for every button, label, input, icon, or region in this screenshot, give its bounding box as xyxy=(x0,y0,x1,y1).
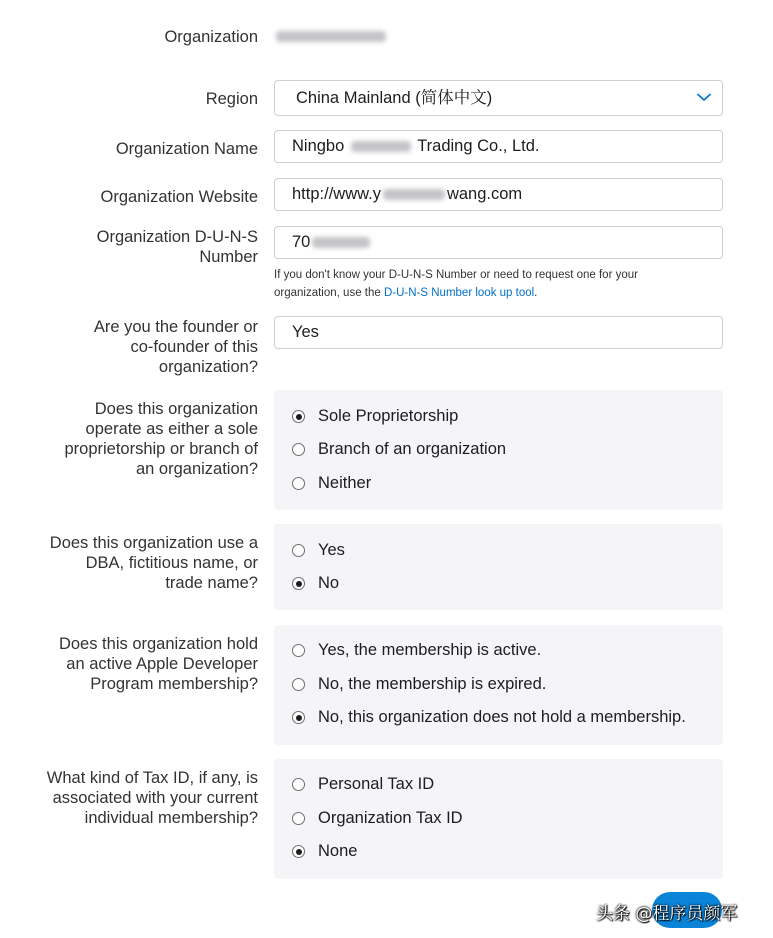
membership-radio-group xyxy=(274,625,723,745)
org-name-prefix: Ningbo xyxy=(292,137,345,155)
radio-button[interactable] xyxy=(292,410,305,423)
radio-button[interactable] xyxy=(292,544,305,557)
radio-label: No, the membership is expired. xyxy=(318,675,547,693)
duns-lookup-link[interactable]: D-U-N-S Number look up tool xyxy=(383,287,535,299)
membership-label-line: Program membership? xyxy=(90,675,258,693)
membership-label-line: an active Apple Developer xyxy=(66,655,258,673)
radio-label: No, this organization does not hold a membership. xyxy=(318,708,686,726)
duns-hint-line xyxy=(274,284,714,302)
radio-label: Branch of an organization xyxy=(318,440,507,458)
org-website-suffix: wang.com xyxy=(446,185,523,203)
sole-prop-label-line: proprietorship or branch of xyxy=(64,440,258,458)
dba-label-line: Does this organization use a xyxy=(49,534,258,552)
membership-label-line: Does this organization hold xyxy=(58,635,258,653)
radio-label: Sole Proprietorship xyxy=(318,407,459,425)
duns-label xyxy=(0,227,258,267)
blurred-text xyxy=(383,189,445,200)
blurred-text xyxy=(351,141,411,152)
radio-button[interactable] xyxy=(292,778,305,791)
blurred-text xyxy=(312,237,370,248)
region-select[interactable] xyxy=(274,80,723,116)
duns-prefix: 70 xyxy=(292,233,311,251)
tax-label-line: What kind of Tax ID, if any, is xyxy=(46,769,258,787)
duns-hint-text: organization, use the xyxy=(274,287,381,299)
blurred-organization-name xyxy=(276,31,386,42)
duns-input[interactable] xyxy=(274,226,723,259)
tax-label-line: individual membership? xyxy=(84,809,258,827)
dba-label-line: DBA, fictitious name, or xyxy=(85,554,258,572)
region-label: Region xyxy=(205,90,258,108)
dba-radio-group xyxy=(274,524,723,610)
radio-label: None xyxy=(318,842,358,860)
founder-label xyxy=(0,317,258,377)
dba-label xyxy=(0,533,258,593)
radio-label: Personal Tax ID xyxy=(318,775,435,793)
radio-label: Neither xyxy=(318,474,372,492)
organization-label: Organization xyxy=(164,28,258,46)
radio-button[interactable] xyxy=(292,443,305,456)
tax-label xyxy=(0,768,258,828)
founder-value: Yes xyxy=(292,323,319,341)
founder-label-line: Are you the founder or xyxy=(93,318,258,336)
org-name-input[interactable] xyxy=(274,130,723,163)
radio-button[interactable] xyxy=(292,711,305,724)
sole-prop-label-line: operate as either a sole xyxy=(85,420,258,438)
tax-label-line: associated with your current xyxy=(52,789,258,807)
org-name-label: Organization Name xyxy=(115,140,258,158)
duns-hint-line: If you don't know your D-U-N-S Number or need to request one for your xyxy=(274,269,638,281)
radio-label: Yes xyxy=(318,541,345,559)
watermark-text: 头条 @程序员颜军 xyxy=(596,904,738,924)
founder-label-line: co-founder of this xyxy=(130,338,258,356)
founder-label-line: organization? xyxy=(158,358,258,376)
chevron-down-icon xyxy=(696,89,712,105)
organization-value xyxy=(274,27,388,46)
sole-prop-label-line: Does this organization xyxy=(94,400,258,418)
duns-hint xyxy=(274,266,714,302)
radio-button[interactable] xyxy=(292,812,305,825)
duns-label-line: Organization D-U-N-S xyxy=(96,228,258,246)
founder-select[interactable] xyxy=(274,316,723,349)
tax-radio-group xyxy=(274,759,723,879)
radio-label: No xyxy=(318,574,340,592)
radio-button[interactable] xyxy=(292,644,305,657)
radio-button[interactable] xyxy=(292,678,305,691)
duns-hint-end: . xyxy=(534,287,538,299)
radio-label: Organization Tax ID xyxy=(318,809,463,827)
org-name-suffix: Trading Co., Ltd. xyxy=(417,137,540,155)
duns-label-line: Number xyxy=(199,248,258,266)
radio-button[interactable] xyxy=(292,577,305,590)
dba-label-line: trade name? xyxy=(165,574,258,592)
org-website-input[interactable] xyxy=(274,178,723,211)
radio-button[interactable] xyxy=(292,845,305,858)
radio-label: Yes, the membership is active. xyxy=(318,641,542,659)
sole-prop-radio-group xyxy=(274,390,723,510)
region-value: China Mainland (简体中文) xyxy=(296,89,493,107)
org-website-label: Organization Website xyxy=(100,188,258,206)
radio-button[interactable] xyxy=(292,477,305,490)
org-website-prefix: http://www.y xyxy=(292,185,381,203)
membership-label xyxy=(0,634,258,694)
sole-prop-label-line: an organization? xyxy=(135,460,258,478)
sole-prop-label xyxy=(0,399,258,479)
